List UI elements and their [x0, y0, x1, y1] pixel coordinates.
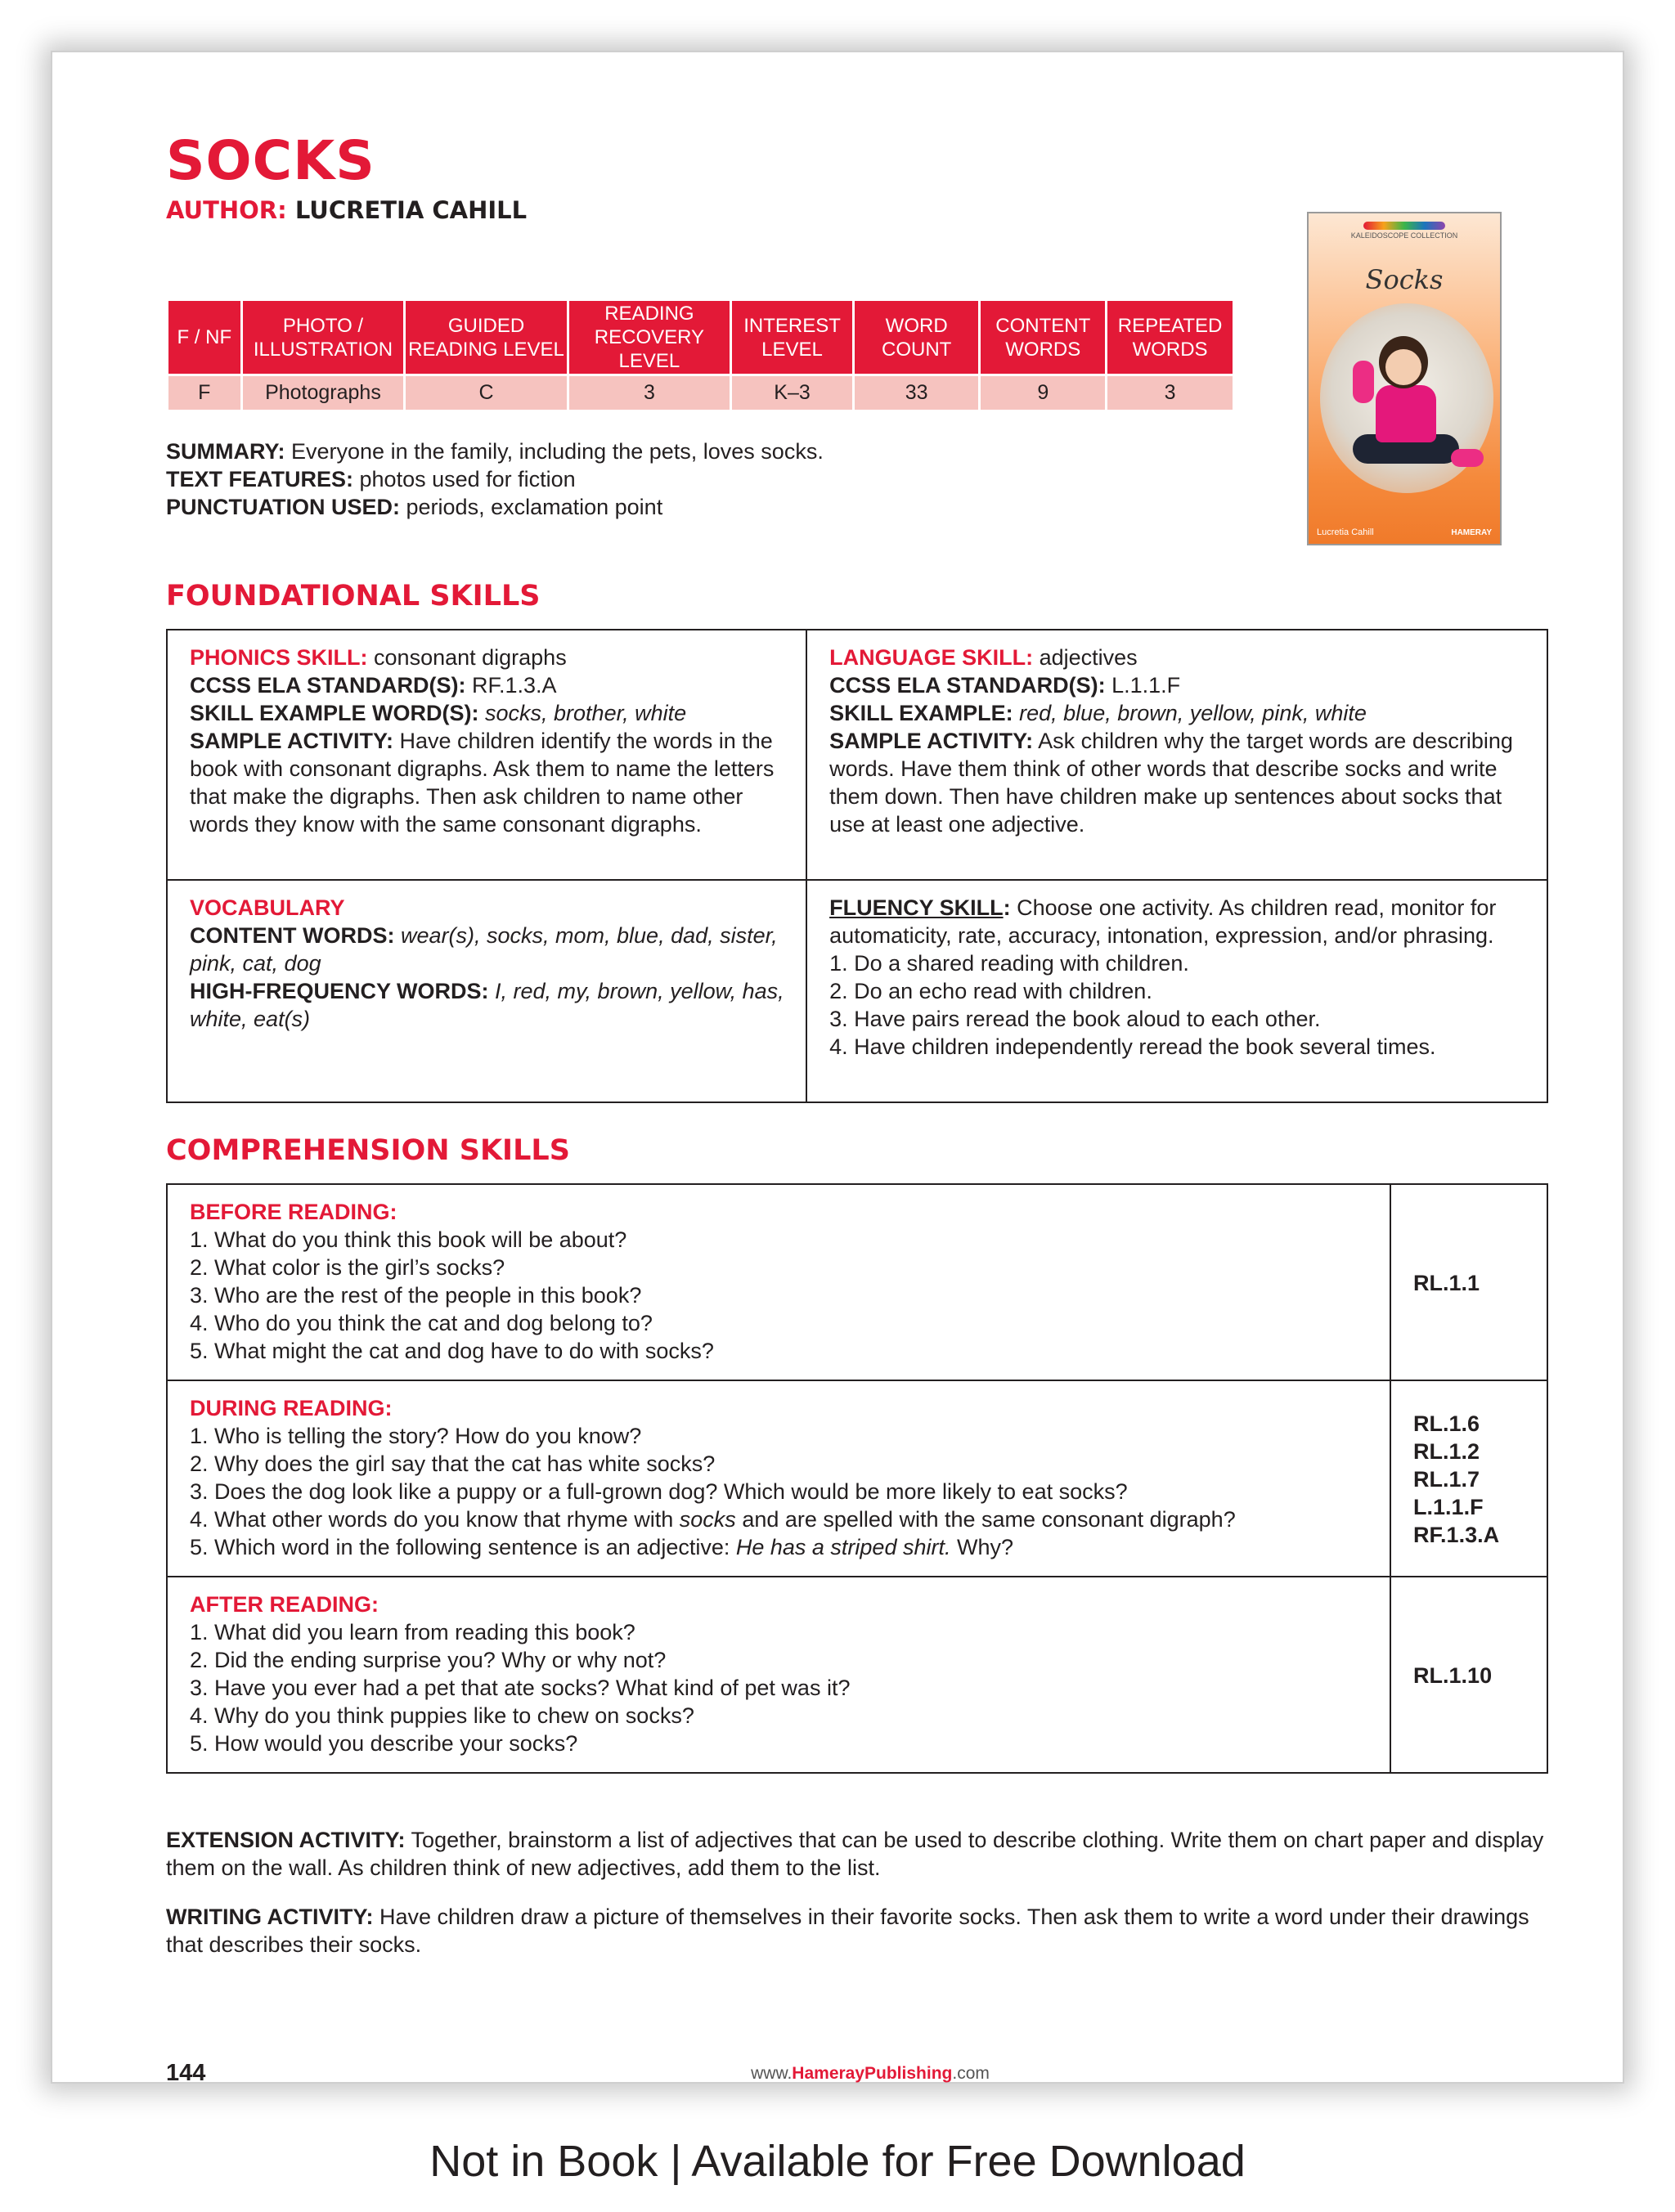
summary-punct-label: PUNCTUATION USED: [166, 495, 400, 519]
during-standards [1390, 1380, 1547, 1577]
writing-label: WRITING ACTIVITY: [166, 1905, 374, 1929]
summary-punct-text: periods, exclamation point [406, 495, 663, 519]
free-download-note: Not in Book | Available for Free Download [429, 2137, 1246, 2186]
comprehension-before-item: 4. Who do you think the cat and dog belong to? [190, 1311, 653, 1335]
tr [167, 880, 1547, 1102]
info-value-cell: 33 [853, 375, 979, 411]
collection-name: KALEIDOSCOPE COLLECTION [1350, 231, 1458, 240]
language-cell [806, 630, 1547, 880]
extension-label: EXTENSION ACTIVITY: [166, 1828, 406, 1852]
summary-summary-text: Everyone in the family, including the pets, loves socks. [291, 439, 824, 464]
cover-publisher: HAMERAY [1451, 528, 1492, 537]
comprehension-after-item: 4. Why do you think puppies like to chew on socks? [190, 1703, 694, 1728]
info-header-cell: READING RECOVERY LEVEL [568, 300, 731, 375]
info-value-cell: 9 [980, 375, 1107, 411]
foundational-fluency-intro: Choose one activity. As children read, monitor for automaticity, rate, accuracy, intonation, expression, and/or phrasing. [829, 895, 1497, 948]
comprehension-during-item: 2. Why does the girl say that the cat has white socks? [190, 1451, 716, 1476]
comprehension-after-item: 2. Did the ending surprise you? Why or why not? [190, 1648, 667, 1672]
foundational-fluency-item: 1. Do a shared reading with children. [829, 951, 1189, 976]
foundational-language-act: Ask children why the target words are describing words. Have them think of other words that describe socks and write them down. Then have children make up sentences about socks that use at least one adjective. [829, 729, 1513, 837]
book-info-table [166, 298, 1235, 412]
comprehension-after-item: 5. How would you describe your socks? [190, 1731, 578, 1756]
comprehension-during-item4-pre: 4. What other words do you know that rhyme with [190, 1507, 680, 1532]
extension-activity [166, 1826, 1548, 1882]
comprehension-during-item5-pre: 5. Which word in the following sentence is an adjective: [190, 1535, 736, 1559]
comprehension-during-standard: L.1.1.F [1413, 1495, 1484, 1519]
during-reading-cell [167, 1380, 1390, 1577]
info-header-cell: REPEATED WORDS [1107, 300, 1234, 375]
writing-activity [166, 1903, 1548, 1958]
before-reading-cell [167, 1184, 1390, 1380]
info-header-cell: CONTENT WORDS [980, 300, 1107, 375]
tr [167, 630, 1547, 880]
worksheet-page [51, 51, 1624, 2084]
girl-photo [1320, 303, 1493, 493]
foundational-phonics-act-label: SAMPLE ACTIVITY: [190, 729, 393, 753]
foundational-phonics-std: RF.1.3.A [472, 673, 557, 698]
page-title: SOCKS [166, 129, 375, 192]
url-post: .com [952, 2064, 990, 2083]
comprehension-before-label: BEFORE READING: [190, 1200, 397, 1224]
info-value-cell: 3 [1107, 375, 1234, 411]
comprehension-after-item: 1. What did you learn from reading this book? [190, 1620, 635, 1644]
foundational-language-label: LANGUAGE SKILL: [829, 645, 1034, 670]
tr [167, 1184, 1547, 1380]
phonics-cell [167, 630, 806, 880]
tr [167, 1380, 1547, 1577]
comprehension-before-item: 1. What do you think this book will be about? [190, 1227, 627, 1252]
comprehension-during-standard: RL.1.6 [1413, 1411, 1480, 1436]
book-cover-image [1307, 212, 1502, 545]
comprehension-during-label: DURING READING: [190, 1396, 393, 1420]
foundational-heading: FOUNDATIONAL SKILLS [166, 580, 541, 612]
comprehension-during-standard: RF.1.3.A [1413, 1523, 1500, 1547]
foundational-vocabulary-hf-label: HIGH-FREQUENCY WORDS: [190, 979, 489, 1003]
foundational-fluency-item: 2. Do an echo read with children. [829, 979, 1152, 1003]
foundational-fluency-item: 3. Have pairs reread the book aloud to each other. [829, 1007, 1321, 1031]
comprehension-during-item4-it: socks [679, 1507, 736, 1532]
info-header-row [168, 300, 1234, 375]
foundational-language-act-label: SAMPLE ACTIVITY: [829, 729, 1034, 753]
url-brand: HamerayPublishing [792, 2064, 953, 2083]
url-pre: www. [751, 2064, 793, 2083]
comprehension-during-standard: RL.1.2 [1413, 1439, 1480, 1464]
foundational-language-std: L.1.1.F [1111, 673, 1181, 698]
cover-girl-face [1385, 349, 1421, 385]
foundational-vocabulary-content-label: CONTENT WORDS: [190, 923, 395, 948]
foundational-vocabulary-content: wear(s), socks, mom, blue, dad, sister, pink, cat, dog [190, 923, 778, 976]
info-header-cell: GUIDED READING LEVEL [405, 300, 568, 375]
foundational-phonics-act: Have children identify the words in the book with consonant digraphs. Ask them to name the letters that make the digraphs. Then ask children to name other words they know with the same consonant digraphs. [190, 729, 775, 837]
info-header-cell: WORD COUNT [853, 300, 979, 375]
foundational-vocabulary-label: VOCABULARY [190, 895, 345, 920]
summary-block [166, 437, 1229, 521]
comprehension-after-label: AFTER READING: [190, 1592, 379, 1617]
info-value-cell: Photographs [241, 375, 405, 411]
info-value-row [168, 375, 1234, 411]
comprehension-before-standard: RL.1.1 [1413, 1271, 1480, 1295]
foundational-fluency-colon: : [1003, 895, 1011, 920]
info-header-cell: F / NF [168, 300, 242, 375]
kaleidoscope-logo-icon [1363, 222, 1445, 230]
comprehension-during-item5-post: Why? [950, 1535, 1014, 1559]
foundational-phonics-std-label: CCSS ELA STANDARD(S): [190, 673, 466, 698]
publisher-url [166, 2064, 1574, 2084]
author-label: AUTHOR: [166, 196, 287, 224]
comprehension-before-item: 5. What might the cat and dog have to do with socks? [190, 1339, 714, 1363]
foundational-language-ex-label: SKILL EXAMPLE: [829, 701, 1013, 725]
comprehension-during-item5-it: He has a striped shirt. [735, 1535, 951, 1559]
collection-logo [1309, 222, 1500, 240]
comprehension-before-item: 3. Who are the rest of the people in this book? [190, 1283, 642, 1308]
summary-features-label: TEXT FEATURES: [166, 467, 353, 491]
fluency-cell [806, 880, 1547, 1102]
summary-summary-label: SUMMARY: [166, 439, 285, 464]
writing-text: Have children draw a picture of themselves in their favorite socks. Then ask them to write a word under their drawings that describes their socks. [166, 1905, 1529, 1957]
comprehension-during-standard: RL.1.7 [1413, 1467, 1480, 1492]
punctuation-line [166, 493, 1229, 521]
text-features-line [166, 465, 1229, 493]
cover-sock1 [1353, 361, 1374, 403]
info-value-cell: F [168, 375, 242, 411]
info-value-cell: C [405, 375, 568, 411]
after-standards [1390, 1577, 1547, 1773]
info-value-cell: K–3 [731, 375, 854, 411]
foundational-skills-table [166, 629, 1548, 1103]
summary-line [166, 437, 1229, 465]
foundational-fluency-label: FLUENCY SKILL [829, 895, 1004, 920]
info-header-cell: PHOTO / ILLUSTRATION [241, 300, 405, 375]
tr [167, 1577, 1547, 1773]
comprehension-before-item: 2. What color is the girl’s socks? [190, 1255, 505, 1280]
foundational-fluency-item: 4. Have children independently reread the book several times. [829, 1034, 1436, 1059]
summary-features-text: photos used for fiction [359, 467, 576, 491]
vocabulary-cell [167, 880, 806, 1102]
cover-title: Socks [1365, 264, 1444, 295]
foundational-language-std-label: CCSS ELA STANDARD(S): [829, 673, 1106, 698]
comprehension-after-item: 3. Have you ever had a pet that ate socks? What kind of pet was it? [190, 1676, 851, 1700]
foundational-language-skill: adjectives [1039, 645, 1138, 670]
extension-text: Together, brainstorm a list of adjectives that can be used to describe clothing. Write them on chart paper and display them on the wall. As children think of new adjectives, add them to the list. [166, 1828, 1544, 1880]
foundational-phonics-ex: socks, brother, white [485, 701, 687, 725]
info-header-cell: INTEREST LEVEL [731, 300, 854, 375]
foundational-phonics-ex-label: SKILL EXAMPLE WORD(S): [190, 701, 479, 725]
cover-girl-body [1376, 385, 1436, 442]
page-content [166, 128, 1548, 2086]
comprehension-skills-table [166, 1183, 1548, 1774]
comprehension-during-item: 3. Does the dog look like a puppy or a full-grown dog? Which would be more likely to eat socks? [190, 1479, 1128, 1504]
cover-author: Lucretia Cahill [1317, 527, 1374, 537]
foundational-vocabulary-hf: I, red, my, brown, yellow, has, white, eat(s) [190, 979, 784, 1031]
before-standards [1390, 1184, 1547, 1380]
foundational-phonics-skill: consonant digraphs [374, 645, 567, 670]
comprehension-after-standard: RL.1.10 [1413, 1663, 1493, 1688]
foundational-language-ex: red, blue, brown, yellow, pink, white [1019, 701, 1367, 725]
comprehension-during-item: 1. Who is telling the story? How do you know? [190, 1424, 642, 1448]
comprehension-during-item4-post: and are spelled with the same consonant digraph? [735, 1507, 1236, 1532]
cover-sock2 [1451, 449, 1484, 467]
comprehension-heading: COMPREHENSION SKILLS [166, 1134, 570, 1167]
author-name: LUCRETIA CAHILL [294, 196, 528, 224]
foundational-phonics-label: PHONICS SKILL: [190, 645, 368, 670]
info-value-cell: 3 [568, 375, 731, 411]
page-number: 144 [166, 2060, 206, 2086]
after-reading-cell [167, 1577, 1390, 1773]
